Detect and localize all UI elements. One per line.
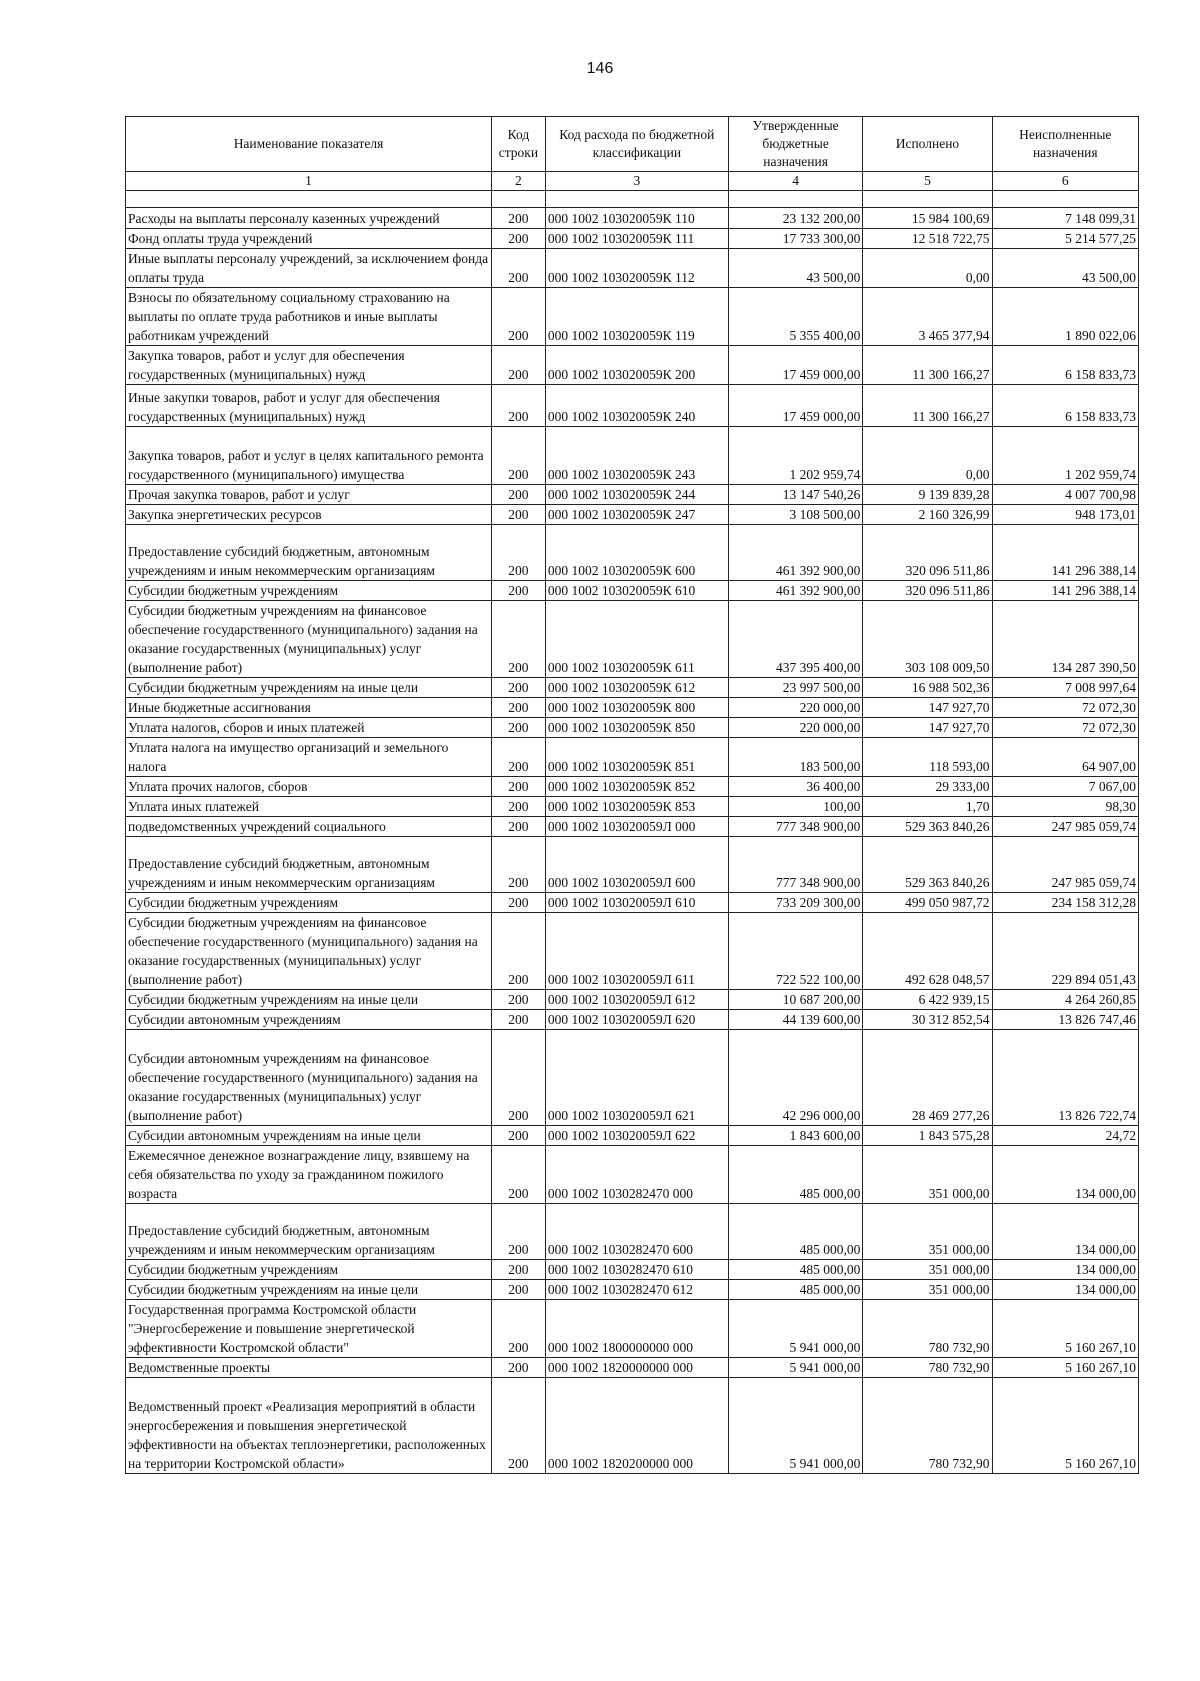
- row-name: Расходы на выплаты персоналу казенных учреждений: [126, 208, 492, 229]
- row-approved-amount: 5 941 000,00: [728, 1300, 863, 1358]
- row-name: подведомственных учреждений социального: [126, 817, 492, 837]
- row-name: Иные закупки товаров, работ и услуг для обеспечения государственных (муниципальных) нужд: [126, 385, 492, 427]
- row-line-code: 200: [492, 837, 546, 893]
- row-line-code: 200: [492, 1126, 546, 1146]
- row-line-code: 200: [492, 990, 546, 1010]
- row-executed-amount: 11 300 166,27: [863, 385, 992, 427]
- row-line-code: 200: [492, 505, 546, 525]
- row-unexecuted-amount: 5 160 267,10: [992, 1358, 1138, 1378]
- row-approved-amount: 17 459 000,00: [728, 385, 863, 427]
- row-name: Субсидии бюджетным учреждениям на финансовое обеспечение государственного (муниципального) задания на оказание государственных (муниципальных) услуг (выполнение работ): [126, 913, 492, 990]
- row-approved-amount: 485 000,00: [728, 1204, 863, 1260]
- row-approved-amount: 36 400,00: [728, 777, 863, 797]
- table-row: [126, 698, 1139, 718]
- table-row: [126, 1204, 1139, 1260]
- row-approved-amount: 23 132 200,00: [728, 208, 863, 229]
- row-executed-amount: 2 160 326,99: [863, 505, 992, 525]
- table-row: [126, 990, 1139, 1010]
- row-executed-amount: 12 518 722,75: [863, 229, 992, 249]
- table-row: [126, 1146, 1139, 1204]
- row-executed-amount: 16 988 502,36: [863, 678, 992, 698]
- row-unexecuted-amount: 7 148 099,31: [992, 208, 1138, 229]
- row-name: Субсидии бюджетным учреждениям на иные цели: [126, 678, 492, 698]
- header-gap-row: [126, 191, 1139, 208]
- col-header-executed: Исполнено: [863, 117, 992, 172]
- row-classification-code: 000 1002 1030282470 000: [545, 1146, 728, 1204]
- row-classification-code: 000 1002 103020059К 800: [545, 698, 728, 718]
- row-unexecuted-amount: 43 500,00: [992, 249, 1138, 288]
- table-row: [126, 738, 1139, 777]
- row-unexecuted-amount: 247 985 059,74: [992, 817, 1138, 837]
- row-unexecuted-amount: 141 296 388,14: [992, 581, 1138, 601]
- row-line-code: 200: [492, 229, 546, 249]
- col-number: 1: [126, 172, 492, 191]
- row-executed-amount: 3 465 377,94: [863, 288, 992, 346]
- row-approved-amount: 1 202 959,74: [728, 427, 863, 485]
- row-name: Государственная программа Костромской области "Энергосбережение и повышение энергетической эффективности Костромской области": [126, 1300, 492, 1358]
- row-executed-amount: 351 000,00: [863, 1280, 992, 1300]
- row-classification-code: 000 1002 103020059К 247: [545, 505, 728, 525]
- row-approved-amount: 10 687 200,00: [728, 990, 863, 1010]
- row-line-code: 200: [492, 208, 546, 229]
- row-name: Субсидии бюджетным учреждениям на иные цели: [126, 990, 492, 1010]
- row-line-code: 200: [492, 1146, 546, 1204]
- row-name: Ежемесячное денежное вознаграждение лицу, взявшему на себя обязательства по уходу за гражданином пожилого возраста: [126, 1146, 492, 1204]
- row-name: Уплата иных платежей: [126, 797, 492, 817]
- table-row: [126, 1030, 1139, 1126]
- row-approved-amount: 777 348 900,00: [728, 817, 863, 837]
- row-executed-amount: 351 000,00: [863, 1204, 992, 1260]
- row-name: Ведомственный проект «Реализация мероприятий в области энергосбережения и повышения энергетической эффективности на объектах теплоэнергетики, расположенных на территории Костромской области»: [126, 1378, 492, 1474]
- table-row: [126, 837, 1139, 893]
- row-executed-amount: 351 000,00: [863, 1146, 992, 1204]
- row-approved-amount: 3 108 500,00: [728, 505, 863, 525]
- col-header-classification: Код расхода по бюджетной классификации: [545, 117, 728, 172]
- row-name: Субсидии бюджетным учреждениям на иные цели: [126, 1280, 492, 1300]
- row-line-code: 200: [492, 346, 546, 385]
- row-classification-code: 000 1002 103020059К 111: [545, 229, 728, 249]
- row-unexecuted-amount: 247 985 059,74: [992, 837, 1138, 893]
- row-approved-amount: 461 392 900,00: [728, 581, 863, 601]
- row-classification-code: 000 1002 1030282470 612: [545, 1280, 728, 1300]
- row-unexecuted-amount: 229 894 051,43: [992, 913, 1138, 990]
- row-executed-amount: 529 363 840,26: [863, 837, 992, 893]
- row-classification-code: 000 1002 103020059Л 610: [545, 893, 728, 913]
- header-row: [126, 117, 1139, 172]
- row-classification-code: 000 1002 103020059К 110: [545, 208, 728, 229]
- table-row: [126, 678, 1139, 698]
- row-unexecuted-amount: 72 072,30: [992, 718, 1138, 738]
- row-classification-code: 000 1002 103020059Л 612: [545, 990, 728, 1010]
- row-name: Ведомственные проекты: [126, 1358, 492, 1378]
- table-row: [126, 777, 1139, 797]
- col-header-name: Наименование показателя: [126, 117, 492, 172]
- row-unexecuted-amount: 141 296 388,14: [992, 525, 1138, 581]
- row-unexecuted-amount: 98,30: [992, 797, 1138, 817]
- row-classification-code: 000 1002 103020059К 612: [545, 678, 728, 698]
- table-row: [126, 249, 1139, 288]
- row-line-code: 200: [492, 817, 546, 837]
- row-unexecuted-amount: 134 287 390,50: [992, 601, 1138, 678]
- row-line-code: 200: [492, 893, 546, 913]
- row-executed-amount: 0,00: [863, 427, 992, 485]
- row-classification-code: 000 1002 103020059К 853: [545, 797, 728, 817]
- row-executed-amount: 1 843 575,28: [863, 1126, 992, 1146]
- table-row: [126, 1126, 1139, 1146]
- row-unexecuted-amount: 6 158 833,73: [992, 385, 1138, 427]
- row-executed-amount: 351 000,00: [863, 1260, 992, 1280]
- row-line-code: 200: [492, 288, 546, 346]
- row-approved-amount: 220 000,00: [728, 698, 863, 718]
- row-name: Субсидии автономным учреждениям на иные цели: [126, 1126, 492, 1146]
- row-approved-amount: 5 941 000,00: [728, 1378, 863, 1474]
- row-unexecuted-amount: 4 007 700,98: [992, 485, 1138, 505]
- row-executed-amount: 28 469 277,26: [863, 1030, 992, 1126]
- row-approved-amount: 13 147 540,26: [728, 485, 863, 505]
- table-row: [126, 893, 1139, 913]
- row-name: Уплата налога на имущество организаций и земельного налога: [126, 738, 492, 777]
- row-name: Субсидии бюджетным учреждениям на финансовое обеспечение государственного (муниципального) задания на оказание государственных (муниципальных) услуг (выполнение работ): [126, 601, 492, 678]
- row-classification-code: 000 1002 103020059К 200: [545, 346, 728, 385]
- row-approved-amount: 42 296 000,00: [728, 1030, 863, 1126]
- col-header-unexecuted: Неисполненные назначения: [992, 117, 1138, 172]
- row-unexecuted-amount: 234 158 312,28: [992, 893, 1138, 913]
- row-approved-amount: 777 348 900,00: [728, 837, 863, 893]
- row-unexecuted-amount: 6 158 833,73: [992, 346, 1138, 385]
- row-classification-code: 000 1002 103020059Л 611: [545, 913, 728, 990]
- row-classification-code: 000 1002 103020059К 610: [545, 581, 728, 601]
- row-classification-code: 000 1002 103020059Л 621: [545, 1030, 728, 1126]
- row-executed-amount: 147 927,70: [863, 718, 992, 738]
- table-row: [126, 797, 1139, 817]
- row-approved-amount: 5 355 400,00: [728, 288, 863, 346]
- row-classification-code: 000 1002 103020059К 244: [545, 485, 728, 505]
- col-number: 2: [492, 172, 546, 191]
- row-approved-amount: 733 209 300,00: [728, 893, 863, 913]
- row-executed-amount: 320 096 511,86: [863, 581, 992, 601]
- row-name: Фонд оплаты труда учреждений: [126, 229, 492, 249]
- table-row: [126, 346, 1139, 385]
- row-classification-code: 000 1002 103020059Л 620: [545, 1010, 728, 1030]
- row-line-code: 200: [492, 1358, 546, 1378]
- row-approved-amount: 485 000,00: [728, 1280, 863, 1300]
- row-name: Субсидии бюджетным учреждениям: [126, 893, 492, 913]
- row-classification-code: 000 1002 103020059Л 000: [545, 817, 728, 837]
- row-approved-amount: 485 000,00: [728, 1146, 863, 1204]
- row-approved-amount: 722 522 100,00: [728, 913, 863, 990]
- row-executed-amount: 147 927,70: [863, 698, 992, 718]
- row-classification-code: 000 1002 103020059Л 600: [545, 837, 728, 893]
- row-line-code: 200: [492, 678, 546, 698]
- table-row: [126, 208, 1139, 229]
- row-line-code: 200: [492, 1030, 546, 1126]
- row-line-code: 200: [492, 797, 546, 817]
- table-row: [126, 288, 1139, 346]
- row-line-code: 200: [492, 1378, 546, 1474]
- row-classification-code: 000 1002 103020059Л 622: [545, 1126, 728, 1146]
- col-number: 6: [992, 172, 1138, 191]
- row-line-code: 200: [492, 1204, 546, 1260]
- table-row: [126, 1260, 1139, 1280]
- row-executed-amount: 499 050 987,72: [863, 893, 992, 913]
- row-line-code: 200: [492, 1260, 546, 1280]
- row-name: Иные выплаты персоналу учреждений, за исключением фонда оплаты труда: [126, 249, 492, 288]
- table-row: [126, 1300, 1139, 1358]
- row-approved-amount: 1 843 600,00: [728, 1126, 863, 1146]
- row-unexecuted-amount: 7 008 997,64: [992, 678, 1138, 698]
- row-name: Закупка энергетических ресурсов: [126, 505, 492, 525]
- row-approved-amount: 461 392 900,00: [728, 525, 863, 581]
- row-unexecuted-amount: 24,72: [992, 1126, 1138, 1146]
- row-approved-amount: 183 500,00: [728, 738, 863, 777]
- row-approved-amount: 220 000,00: [728, 718, 863, 738]
- row-name: Уплата прочих налогов, сборов: [126, 777, 492, 797]
- row-executed-amount: 15 984 100,69: [863, 208, 992, 229]
- row-name: Субсидии бюджетным учреждениям: [126, 581, 492, 601]
- row-executed-amount: 6 422 939,15: [863, 990, 992, 1010]
- row-name: Закупка товаров, работ и услуг для обеспечения государственных (муниципальных) нужд: [126, 346, 492, 385]
- row-classification-code: 000 1002 103020059К 850: [545, 718, 728, 738]
- row-line-code: 200: [492, 427, 546, 485]
- col-header-line-code: Код строки: [492, 117, 546, 172]
- row-executed-amount: 9 139 839,28: [863, 485, 992, 505]
- col-header-approved: Утвержденные бюджетные назначения: [728, 117, 863, 172]
- row-classification-code: 000 1002 103020059К 852: [545, 777, 728, 797]
- row-approved-amount: 44 139 600,00: [728, 1010, 863, 1030]
- row-unexecuted-amount: 134 000,00: [992, 1280, 1138, 1300]
- row-classification-code: 000 1002 103020059К 600: [545, 525, 728, 581]
- row-name: Субсидии автономным учреждениям: [126, 1010, 492, 1030]
- row-unexecuted-amount: 134 000,00: [992, 1204, 1138, 1260]
- row-line-code: 200: [492, 485, 546, 505]
- row-name: Уплата налогов, сборов и иных платежей: [126, 718, 492, 738]
- row-approved-amount: 437 395 400,00: [728, 601, 863, 678]
- row-unexecuted-amount: 1 890 022,06: [992, 288, 1138, 346]
- row-approved-amount: 17 459 000,00: [728, 346, 863, 385]
- row-classification-code: 000 1002 1820200000 000: [545, 1378, 728, 1474]
- row-classification-code: 000 1002 103020059К 112: [545, 249, 728, 288]
- col-number: 3: [545, 172, 728, 191]
- row-executed-amount: 30 312 852,54: [863, 1010, 992, 1030]
- row-executed-amount: 303 108 009,50: [863, 601, 992, 678]
- table-row: [126, 427, 1139, 485]
- row-line-code: 200: [492, 1280, 546, 1300]
- row-line-code: 200: [492, 601, 546, 678]
- row-executed-amount: 780 732,90: [863, 1378, 992, 1474]
- table-row: [126, 581, 1139, 601]
- row-name: Иные бюджетные ассигнования: [126, 698, 492, 718]
- row-unexecuted-amount: 5 214 577,25: [992, 229, 1138, 249]
- row-classification-code: 000 1002 103020059К 851: [545, 738, 728, 777]
- row-executed-amount: 118 593,00: [863, 738, 992, 777]
- table-row: [126, 385, 1139, 427]
- row-unexecuted-amount: 64 907,00: [992, 738, 1138, 777]
- row-unexecuted-amount: 7 067,00: [992, 777, 1138, 797]
- row-approved-amount: 100,00: [728, 797, 863, 817]
- row-approved-amount: 43 500,00: [728, 249, 863, 288]
- row-unexecuted-amount: 13 826 747,46: [992, 1010, 1138, 1030]
- row-name: Предоставление субсидий бюджетным, автономным учреждениям и иным некоммерческим организациям: [126, 1204, 492, 1260]
- table-row: [126, 525, 1139, 581]
- row-classification-code: 000 1002 103020059К 243: [545, 427, 728, 485]
- col-number: 4: [728, 172, 863, 191]
- row-executed-amount: 492 628 048,57: [863, 913, 992, 990]
- row-executed-amount: 320 096 511,86: [863, 525, 992, 581]
- row-name: Взносы по обязательному социальному страхованию на выплаты по оплате труда работников и иные выплаты работникам учреждений: [126, 288, 492, 346]
- row-name: Прочая закупка товаров, работ и услуг: [126, 485, 492, 505]
- row-name: Закупка товаров, работ и услуг в целях капитального ремонта государственного (муниципального) имущества: [126, 427, 492, 485]
- table-row: [126, 229, 1139, 249]
- row-name: Предоставление субсидий бюджетным, автономным учреждениям и иным некоммерческим организациям: [126, 525, 492, 581]
- row-approved-amount: 23 997 500,00: [728, 678, 863, 698]
- table-row: [126, 1378, 1139, 1474]
- row-line-code: 200: [492, 525, 546, 581]
- row-classification-code: 000 1002 103020059К 611: [545, 601, 728, 678]
- table-row: [126, 817, 1139, 837]
- row-line-code: 200: [492, 777, 546, 797]
- row-unexecuted-amount: 1 202 959,74: [992, 427, 1138, 485]
- row-classification-code: 000 1002 103020059К 240: [545, 385, 728, 427]
- row-executed-amount: 780 732,90: [863, 1358, 992, 1378]
- row-line-code: 200: [492, 738, 546, 777]
- row-executed-amount: 529 363 840,26: [863, 817, 992, 837]
- table-row: [126, 485, 1139, 505]
- col-number: 5: [863, 172, 992, 191]
- table-row: [126, 1010, 1139, 1030]
- budget-execution-table: [125, 116, 1139, 1474]
- row-line-code: 200: [492, 385, 546, 427]
- row-unexecuted-amount: 4 264 260,85: [992, 990, 1138, 1010]
- row-unexecuted-amount: 72 072,30: [992, 698, 1138, 718]
- row-unexecuted-amount: 134 000,00: [992, 1146, 1138, 1204]
- table-row: [126, 601, 1139, 678]
- table-row: [126, 1358, 1139, 1378]
- row-line-code: 200: [492, 1010, 546, 1030]
- table-row: [126, 1280, 1139, 1300]
- table-row: [126, 718, 1139, 738]
- row-name: Субсидии бюджетным учреждениям: [126, 1260, 492, 1280]
- row-classification-code: 000 1002 103020059К 119: [545, 288, 728, 346]
- row-name: Предоставление субсидий бюджетным, автономным учреждениям и иным некоммерческим организациям: [126, 837, 492, 893]
- row-line-code: 200: [492, 913, 546, 990]
- table-row: [126, 913, 1139, 990]
- row-executed-amount: 29 333,00: [863, 777, 992, 797]
- row-executed-amount: 1,70: [863, 797, 992, 817]
- column-number-row: [126, 172, 1139, 191]
- row-line-code: 200: [492, 1300, 546, 1358]
- row-unexecuted-amount: 13 826 722,74: [992, 1030, 1138, 1126]
- row-unexecuted-amount: 5 160 267,10: [992, 1300, 1138, 1358]
- row-line-code: 200: [492, 698, 546, 718]
- row-name: Субсидии автономным учреждениям на финансовое обеспечение государственного (муниципального) задания на оказание государственных (муниципальных) услуг (выполнение работ): [126, 1030, 492, 1126]
- row-unexecuted-amount: 5 160 267,10: [992, 1378, 1138, 1474]
- row-line-code: 200: [492, 249, 546, 288]
- row-executed-amount: 0,00: [863, 249, 992, 288]
- row-approved-amount: 17 733 300,00: [728, 229, 863, 249]
- page-number: 146: [586, 60, 614, 77]
- row-classification-code: 000 1002 1800000000 000: [545, 1300, 728, 1358]
- row-line-code: 200: [492, 718, 546, 738]
- table-body: [126, 208, 1139, 1474]
- row-classification-code: 000 1002 1030282470 600: [545, 1204, 728, 1260]
- table-row: [126, 505, 1139, 525]
- row-approved-amount: 485 000,00: [728, 1260, 863, 1280]
- row-executed-amount: 780 732,90: [863, 1300, 992, 1358]
- row-approved-amount: 5 941 000,00: [728, 1358, 863, 1378]
- row-unexecuted-amount: 948 173,01: [992, 505, 1138, 525]
- row-line-code: 200: [492, 581, 546, 601]
- row-classification-code: 000 1002 1820000000 000: [545, 1358, 728, 1378]
- row-classification-code: 000 1002 1030282470 610: [545, 1260, 728, 1280]
- row-unexecuted-amount: 134 000,00: [992, 1260, 1138, 1280]
- row-executed-amount: 11 300 166,27: [863, 346, 992, 385]
